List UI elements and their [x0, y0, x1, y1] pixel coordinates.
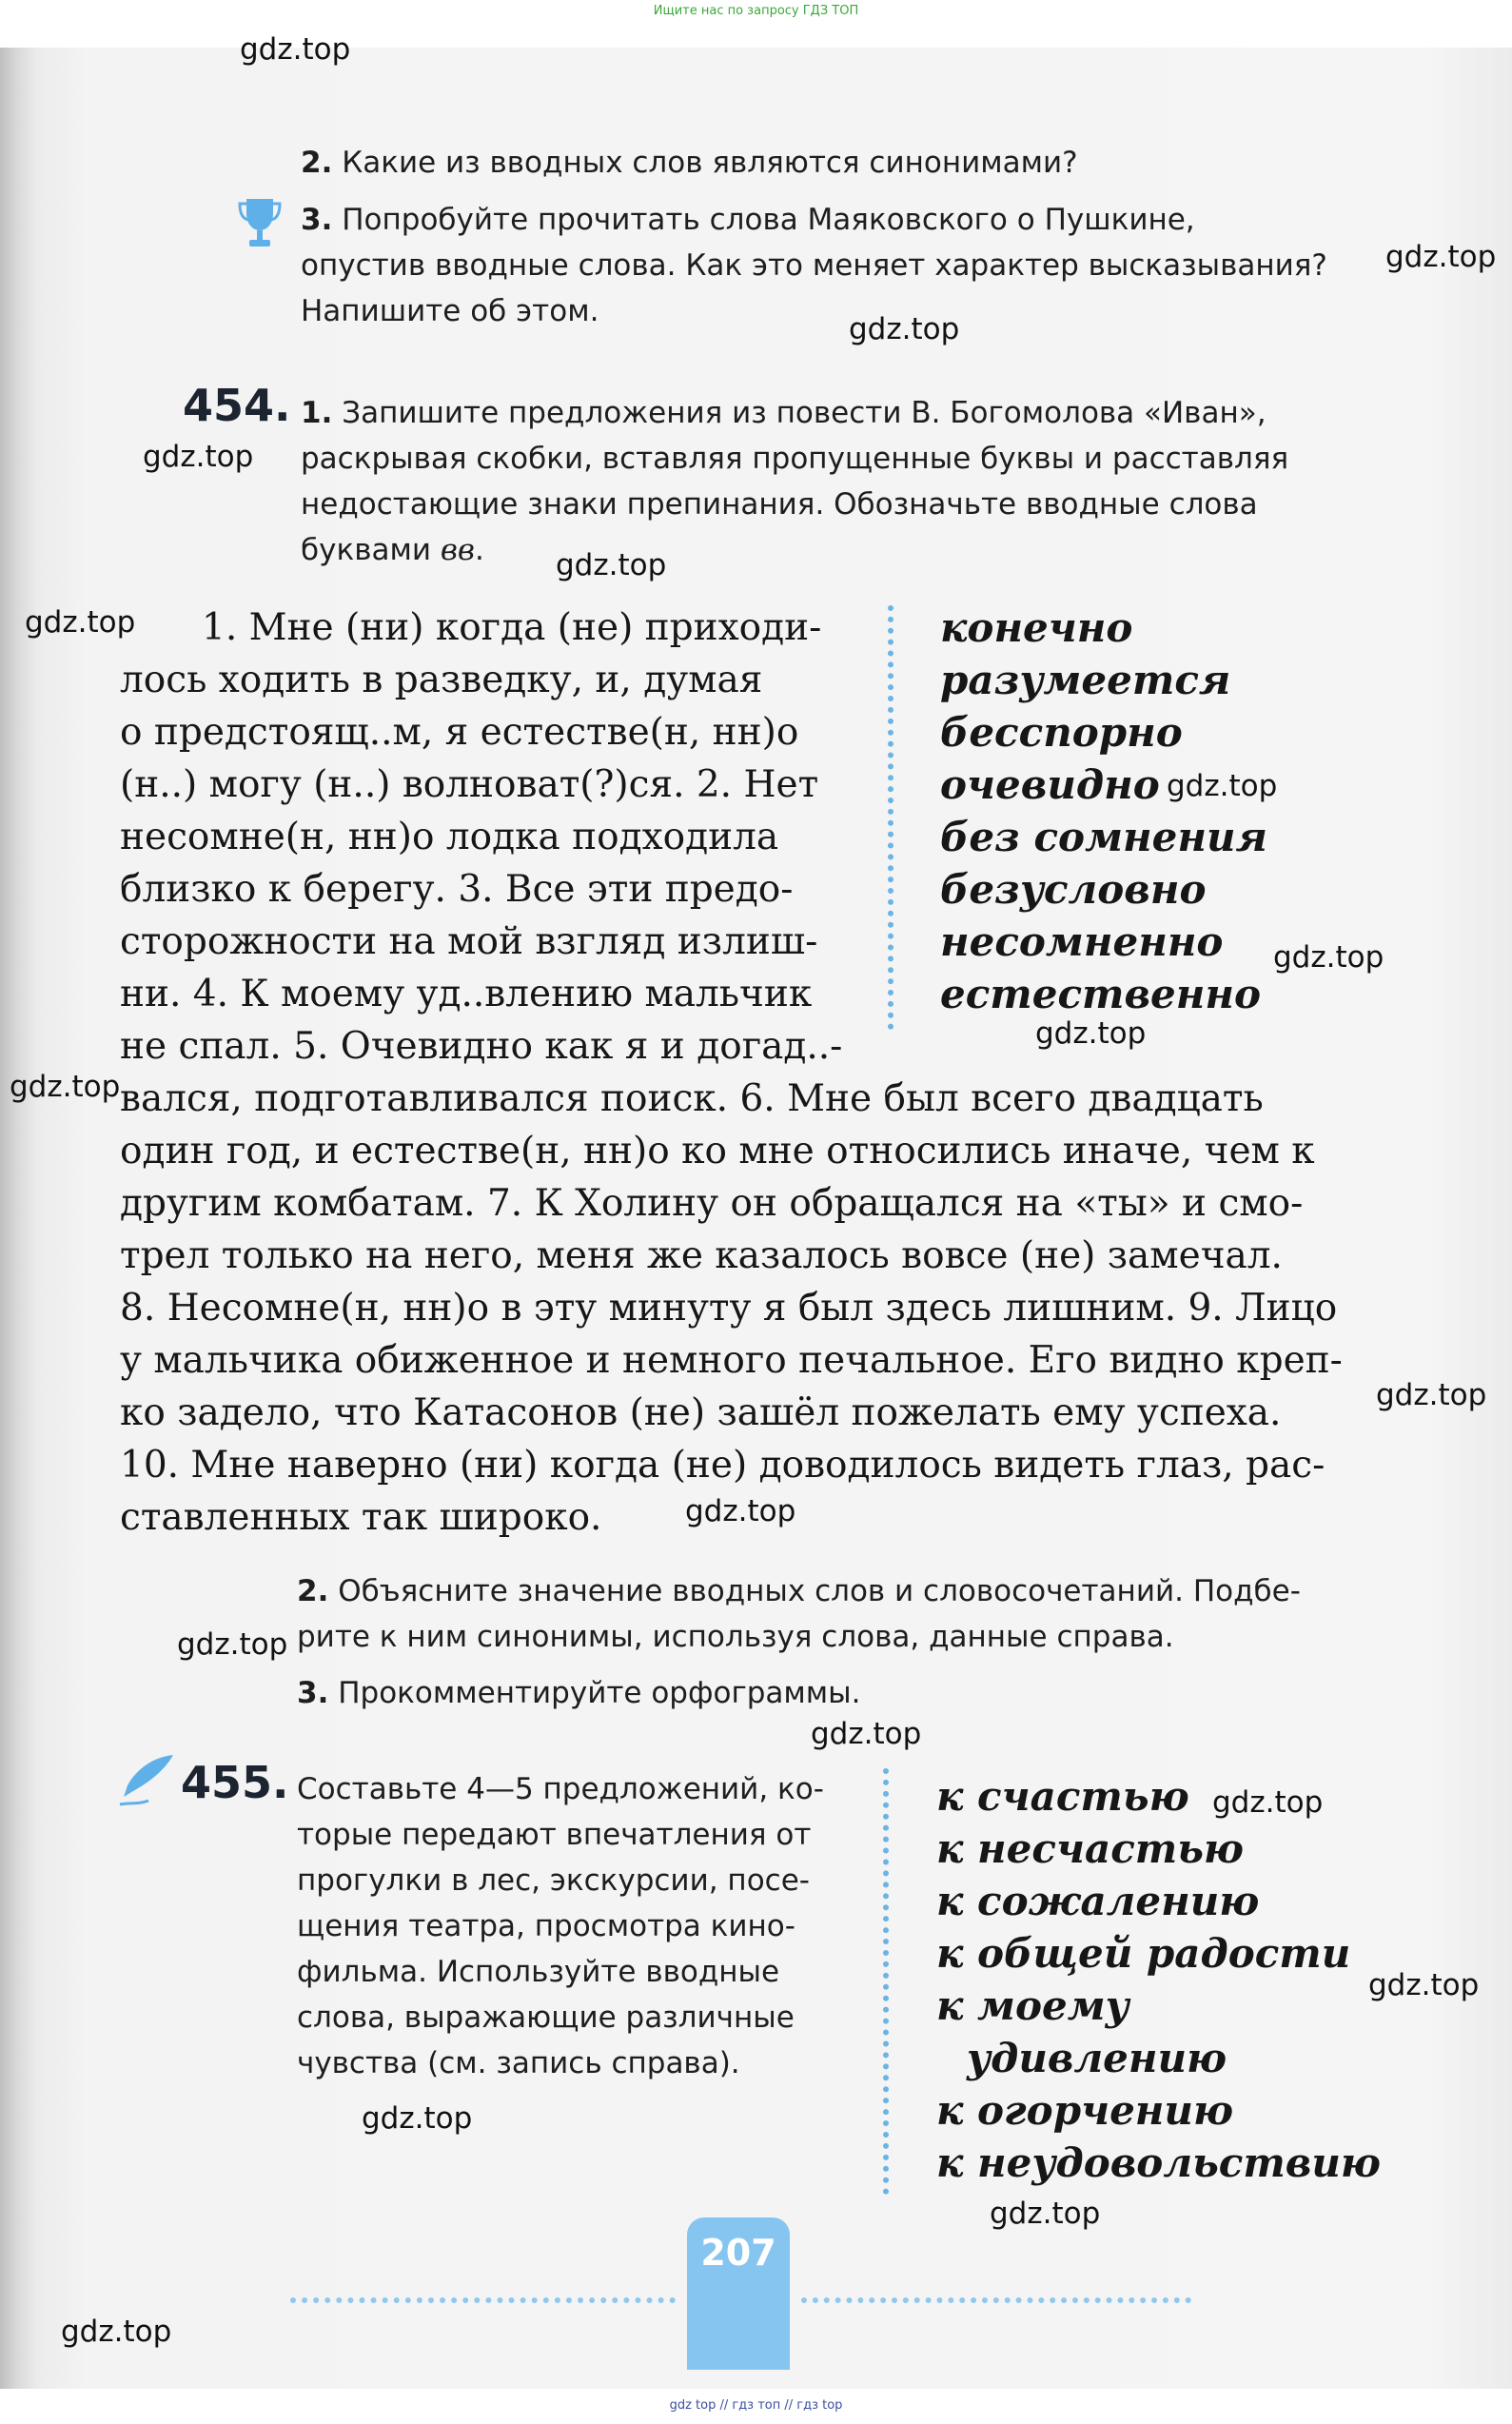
task454-q2-number: 2.: [297, 1574, 329, 1608]
dotted-separator: [883, 1768, 889, 2195]
task453-q2: [301, 140, 1078, 186]
excerpt-line: другим комбатам. 7. К Холину он обращался на «ты» и смо-: [120, 1182, 1304, 1225]
watermark-label: gdz.top: [1273, 940, 1384, 975]
trophy-icon: [238, 196, 282, 251]
task454-q3: 3. Прокомментируйте орфограммы.: [297, 1676, 861, 1710]
word-item: разумеется: [940, 657, 1231, 703]
task455-line: торые передают впечатления от: [297, 1818, 812, 1852]
excerpt-line: 8. Несомне(н, нн)о в эту минуту я был здесь лишним. 9. Лицо: [120, 1287, 1338, 1330]
excerpt-line: (н..) могу (н..) волноват(?)ся. 2. Нет: [120, 763, 819, 806]
task453-q2-number: 2.: [301, 146, 333, 180]
task455-line: Составьте 4—5 предложений, ко-: [297, 1772, 824, 1806]
excerpt-line: вался, подготавливался поиск. 6. Мне был всего двадцать: [120, 1077, 1264, 1120]
watermark-label: gdz.top: [556, 548, 667, 582]
watermark-label: gdz.top: [177, 1627, 288, 1662]
word-item: к несчастью: [936, 1825, 1244, 1872]
excerpt-line: один год, и естестве(н, нн)о ко мне относились иначе, чем к: [120, 1130, 1315, 1173]
excerpt-line: 1. Мне (ни) когда (не) приходи-: [202, 606, 822, 649]
task454-q1-number: 1.: [301, 396, 333, 430]
excerpt-line: ставленных так широко.: [120, 1496, 602, 1539]
dotted-separator: [888, 605, 893, 1030]
excerpt-line: лось ходить в разведку, и, думая: [120, 659, 763, 701]
task454-q2-line1: 2. Объясните значение вводных слов и словосочетаний. Подбе-: [297, 1574, 1301, 1608]
word-item: без сомнения: [940, 814, 1267, 860]
watermark-label: gdz.top: [25, 605, 136, 640]
word-item: к неудовольствию: [936, 2139, 1381, 2186]
footer-dots-left: [290, 2297, 676, 2303]
page-number: 207: [687, 2217, 790, 2370]
excerpt-line: 10. Мне наверно (ни) когда (не) доводилось видеть глаз, рас-: [120, 1444, 1325, 1487]
footer-dots-right: [801, 2297, 1191, 2303]
task453-q3-number: 3.: [301, 203, 333, 237]
task454-q3-number: 3.: [297, 1676, 329, 1710]
excerpt-line: ни. 4. К моему уд..влению мальчик: [120, 973, 813, 1015]
excerpt-line: о предстоящ..м, я естестве(н, нн)о: [120, 711, 799, 754]
watermark-label: gdz.top: [849, 312, 960, 346]
word-item: очевидно: [940, 761, 1160, 808]
word-item: к сожалению: [936, 1878, 1260, 1924]
word-item: конечно: [940, 604, 1133, 651]
excerpt-line: близко к берегу. 3. Все эти предо-: [120, 868, 794, 911]
task453-q3-line2: опустив вводные слова. Как это меняет характер высказывания?: [301, 248, 1327, 283]
word-item: к счастью: [936, 1773, 1189, 1820]
watermark-label: gdz.top: [990, 2197, 1101, 2231]
task454-q1-line2: раскрывая скобки, вставляя пропущенные буквы и расставляя: [301, 442, 1289, 476]
excerpt-line: не спал. 5. Очевидно как я и догад..-: [120, 1025, 843, 1068]
watermark-label: gdz.top: [1035, 1016, 1147, 1051]
task454-q1-line4: буквами вв.: [301, 533, 484, 567]
task455-line: прогулки в лес, экскурсии, посе-: [297, 1863, 810, 1898]
header-link[interactable]: Ищите нас по запросу ГДЗ ТОП: [653, 4, 859, 18]
watermark-label: gdz.top: [143, 440, 254, 474]
task453-q3-line1: 3. Попробуйте прочитать слова Маяковского о Пушкине,: [301, 203, 1195, 237]
footer-link[interactable]: gdz top // гдз топ // гдз top: [669, 2398, 843, 2413]
task455-line: щения театра, просмотра кино-: [297, 1909, 795, 1943]
task454-q1-line3: недостающие знаки препинания. Обозначьте вводные слова: [301, 487, 1258, 522]
task453-q2-text: Какие из вводных слов являются синонимами?: [342, 146, 1078, 180]
excerpt-line: трел только на него, меня же казалось вовсе (не) замечал.: [120, 1234, 1283, 1277]
word-item: несомненно: [940, 918, 1224, 965]
word-item: к огорчению: [936, 2087, 1234, 2134]
word-item: к моему: [936, 1982, 1129, 2029]
task454-q1-line1: 1. Запишите предложения из повести В. Богомолова «Иван»,: [301, 396, 1267, 430]
quill-pen-icon: [116, 1753, 177, 1810]
watermark-label: gdz.top: [1167, 769, 1278, 803]
watermark-label: gdz.top: [61, 2315, 172, 2349]
excerpt-line: сторожности на мой взгляд излиш-: [120, 920, 818, 963]
excerpt-line: несомне(н, нн)о лодка подходила: [120, 816, 779, 858]
word-item: удивлению: [967, 2035, 1227, 2081]
word-item: естественно: [940, 971, 1262, 1017]
word-item: безусловно: [940, 866, 1207, 913]
watermark-label: gdz.top: [811, 1717, 922, 1751]
word-item: бесспорно: [940, 709, 1183, 756]
task455-line: слова, выражающие различные: [297, 2000, 795, 2035]
excerpt-line: ко задело, что Катасонов (не) зашёл пожелать ему успеха.: [120, 1391, 1282, 1434]
watermark-label: gdz.top: [240, 32, 351, 67]
watermark-label: gdz.top: [1368, 1968, 1480, 2002]
watermark-label: gdz.top: [362, 2101, 473, 2136]
task455-line: чувства (см. запись справа).: [297, 2046, 740, 2080]
watermark-label: gdz.top: [10, 1070, 121, 1104]
watermark-label: gdz.top: [1385, 240, 1497, 274]
task454-number: 454.: [183, 380, 291, 431]
watermark-label: gdz.top: [1212, 1785, 1324, 1820]
task453-q3-line3: Напишите об этом.: [301, 294, 599, 328]
task454-q2-line2: рите к ним синонимы, используя слова, данные справа.: [297, 1620, 1174, 1654]
word-item: к общей радости: [936, 1930, 1351, 1977]
excerpt-line: у мальчика обиженное и немного печальное. Его видно креп-: [120, 1339, 1343, 1382]
watermark-label: gdz.top: [1376, 1378, 1487, 1412]
task455-number: 455.: [181, 1757, 289, 1808]
watermark-label: gdz.top: [685, 1494, 796, 1528]
task455-line: фильма. Используйте вводные: [297, 1955, 780, 1989]
